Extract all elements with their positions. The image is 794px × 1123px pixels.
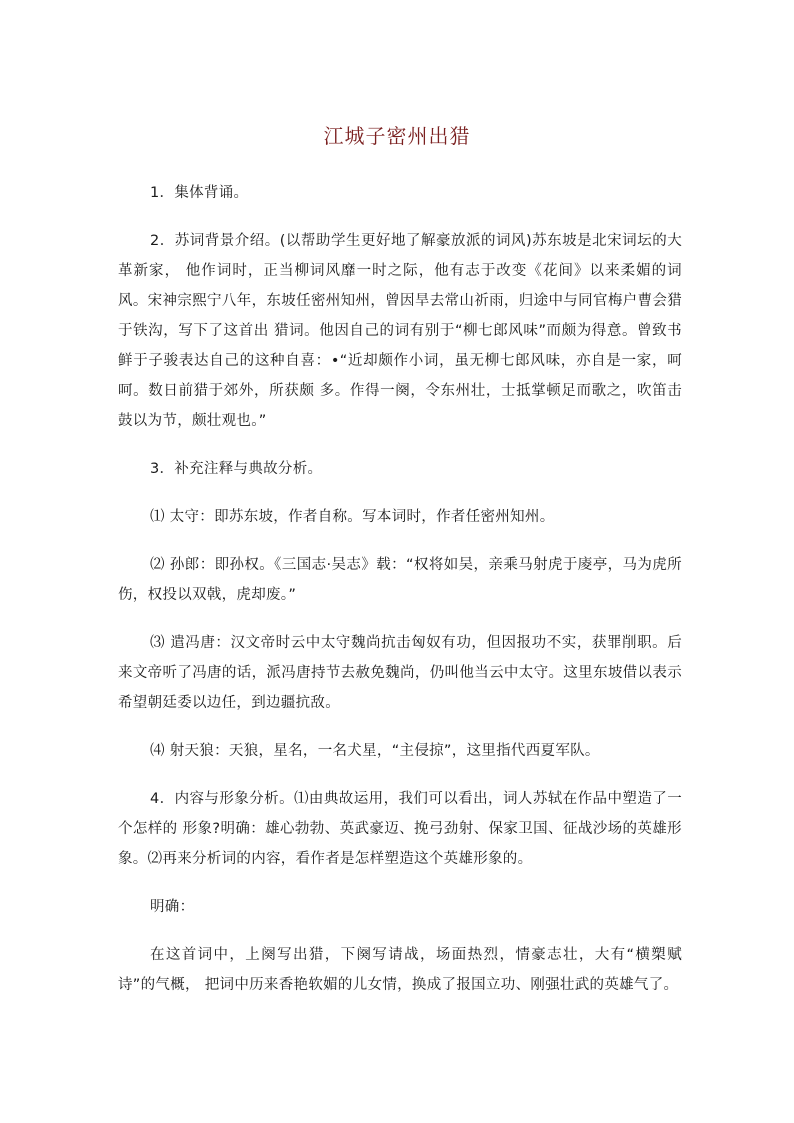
paragraph-note-1: ⑴ 太守：即苏东坡，作者自称。写本词时，作者任密州知州。 [150,509,555,525]
paragraph-note-4: ⑷ 射天狼：天狼，星名，一名犬星，“主侵掠”，这里指代西夏军队。 [150,743,600,759]
paragraph-analysis: 4．内容与形象分析。⑴由典故运用，我们可以看出，词人苏轼在作品中塑造了一个怎样的 形象?明确：雄心勃勃、英武豪迈、挽弓劲射、保家卫国、征战沙场的英雄形象。⑵再来分析词的内容，看作者是怎样塑造这个英雄形象的。 [118,791,682,867]
paragraph-note-2: ⑵ 孙郎：即孙权。《三国志·吴志》载：“权将如吴，亲乘马射虎于庱亭，马为虎所伤，权投以双戟，虎却废。” [118,557,682,603]
paragraph-clarify-label: 明确： [150,899,195,915]
paragraph-annotation-heading: 3．补充注释与典故分析。 [150,461,323,477]
paragraph-note-3: ⑶ 遣冯唐：汉文帝时云中太守魏尚抗击匈奴有功，但因报功不实，获罪削职。后来文帝听了冯唐的话，派冯唐持节去赦免魏尚，仍叫他当云中太守。这里东坡借以表示希望朝廷委以边任，到边疆抗敌。 [118,635,682,711]
document-title: 江城子密州出猎 [323,124,471,148]
document-body [118,178,682,1018]
paragraph-recitation: 1．集体背诵。 [150,185,249,201]
paragraph-background: 2．苏词背景介绍。(以帮助学生更好地了解豪放派的词风)苏东坡是北宋词坛的大革新家， 他作词时，正当柳词风靡一时之际，他有志于改变《花间》以来柔媚的词风。宋神宗熙宁八年，东坡任密州知州，曾因旱去常山祈雨，归途中与同官梅户曹会猎于铁沟，写下了这首出 猎词。他因自己的词有别于“柳七郎风味”而颇为得意。曾致书鲜于子骏表达自己的这种自喜：•“近却颇作小词，虽无柳七郎风味，亦自是一家，呵呵。数日前猎于郊外，所获颇 多。作得一阕，令东州壮，士抵掌顿足而歌之，吹笛击鼓以为节，颇壮观也。” [118,233,682,429]
paragraph-conclusion: 在这首词中，上阕写出猎，下阕写请战，场面热烈，情豪志壮，大有“横槊赋诗”的气概， 把词中历来香艳软媚的儿女情，换成了报国立功、刚强壮武的英雄气了。 [118,947,682,993]
